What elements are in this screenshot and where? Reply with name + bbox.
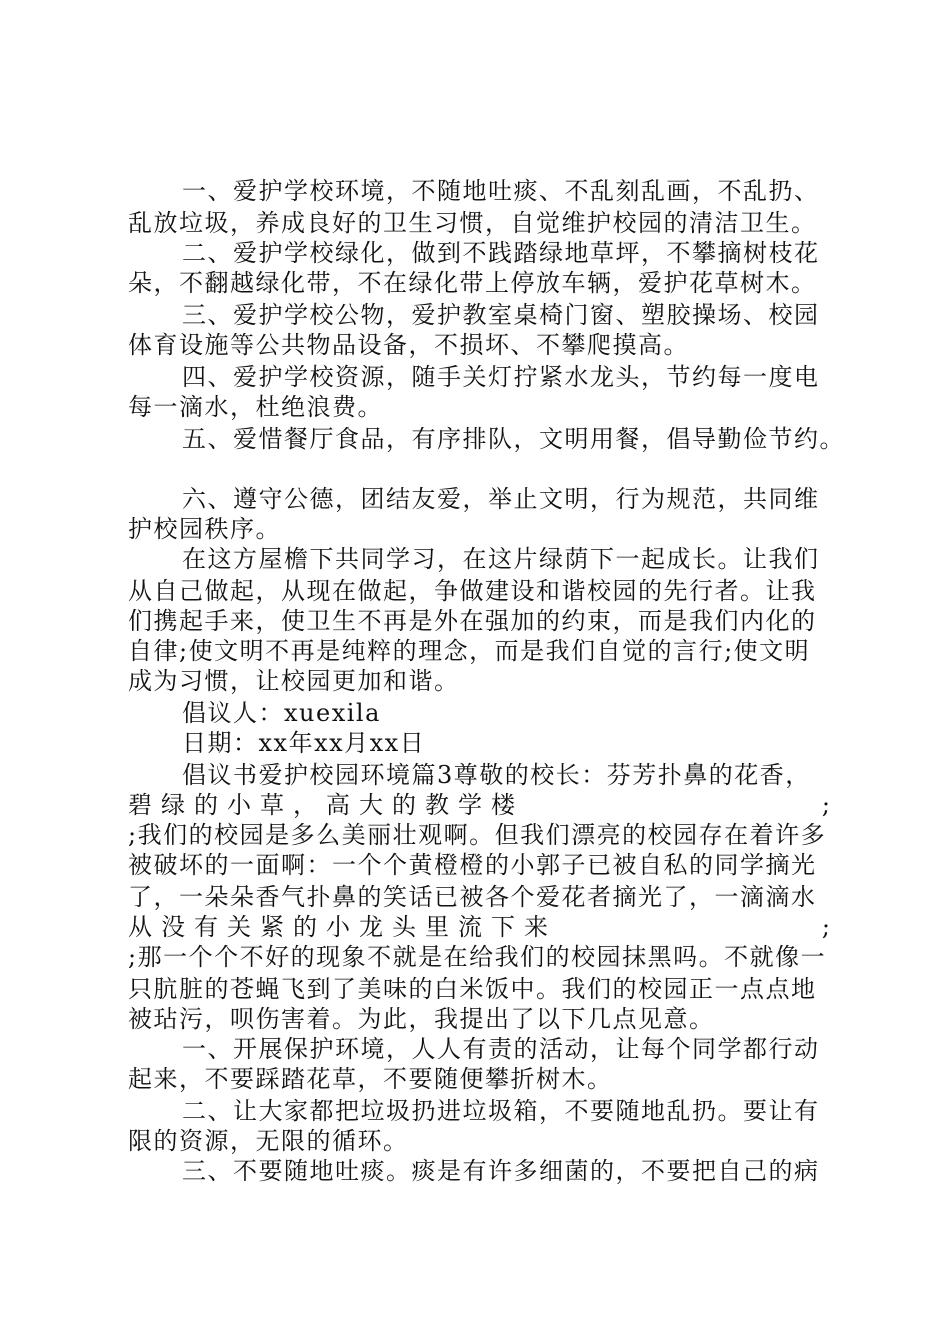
date-line: 日期：xx年xx月xx日 xyxy=(182,729,426,757)
paragraph-line: 朵，不翻越绿化带，不在绿化带上停放车辆，爱护花草树木。 xyxy=(128,269,817,297)
paragraph-line: 倡议书爱护校园环境篇3尊敬的校长：芬芳扑鼻的花香， xyxy=(182,761,811,789)
paragraph-line: 每一滴水，杜绝浪费。 xyxy=(128,393,383,421)
line-text: 碧绿的小草，高大的教学楼 xyxy=(128,791,524,819)
paragraph-line: 起来，不要踩踏花草，不要随便攀折树木。 xyxy=(128,1065,613,1093)
paragraph-line: 乱放垃圾，养成良好的卫生习惯，自觉维护校园的清洁卫生。 xyxy=(128,209,817,237)
paragraph-line: 在这方屋檐下共同学习，在这片绿荫下一起成长。让我们 xyxy=(182,545,820,573)
paragraph-line: 了，一朵朵香气扑鼻的笑话已被各个爱花者摘光了，一滴滴水 xyxy=(128,883,817,911)
paragraph-line: 体育设施等公共物品设备，不损坏、不攀爬摸高。 xyxy=(128,331,689,359)
line-end-mark: ; xyxy=(821,791,830,819)
justified-line xyxy=(128,912,830,942)
paragraph-line: 四、爱护学校资源，随手关灯拧紧水龙头，节约每一度电 xyxy=(182,363,820,391)
paragraph-line: 成为习惯，让校园更加和谐。 xyxy=(128,667,460,695)
paragraph-line: 自律;使文明不再是纯粹的理念，而是我们自觉的言行;使文明 xyxy=(128,637,811,665)
justified-line xyxy=(128,790,830,820)
line-text: 从没有关紧的小龙头里流下来 xyxy=(128,913,557,941)
paragraph-line: 五、爱惜餐厅食品，有序排队，文明用餐，倡导勤俭节约。 xyxy=(182,425,845,453)
paragraph-line: 二、爱护学校绿化，做到不践踏绿地草坪，不攀摘树枝花 xyxy=(182,239,820,267)
paragraph-line: 一、开展保护环境，人人有责的活动，让每个同学都行动 xyxy=(182,1035,820,1063)
paragraph-line: 护校园秩序。 xyxy=(128,515,281,543)
paragraph-line: 三、不要随地吐痰。痰是有许多细菌的，不要把自己的病 xyxy=(182,1157,820,1185)
paragraph-line: 六、遵守公德，团结友爱，举止文明，行为规范，共同维 xyxy=(182,485,820,513)
paragraph-line: ;那一个个不好的现象不就是在给我们的校园抹黑吗。不就像一 xyxy=(128,943,827,971)
paragraph-line: ;我们的校园是多么美丽壮观啊。但我们漂亮的校园存在着许多 xyxy=(128,821,827,849)
paragraph-line: 三、爱护学校公物，爱护教室桌椅门窗、塑胶操场、校园 xyxy=(182,301,820,329)
paragraph-line: 一、爱护学校环境，不随地吐痰、不乱刻乱画，不乱扔、 xyxy=(182,177,820,205)
paragraph-line: 二、让大家都把垃圾扔进垃圾箱，不要随地乱扔。要让有 xyxy=(182,1097,820,1125)
initiator-line: 倡议人：xuexila xyxy=(182,699,381,727)
paragraph-line: 只肮脏的苍蝇飞到了美味的白米饭中。我们的校园正一点点地 xyxy=(128,975,817,1003)
paragraph-line: 被玷污，呗伤害着。为此，我提出了以下几点见意。 xyxy=(128,1005,715,1033)
paragraph-line: 们携起手来，使卫生不再是外在强加的约束，而是我们内化的 xyxy=(128,607,817,635)
line-end-mark: ; xyxy=(821,913,830,941)
paragraph-line: 被破坏的一面啊：一个个黄橙橙的小郭子已被自私的同学摘光 xyxy=(128,851,817,879)
paragraph-line: 从自己做起，从现在做起，争做建设和谐校园的先行者。让我 xyxy=(128,577,817,605)
paragraph-line: 限的资源，无限的循环。 xyxy=(128,1127,409,1155)
